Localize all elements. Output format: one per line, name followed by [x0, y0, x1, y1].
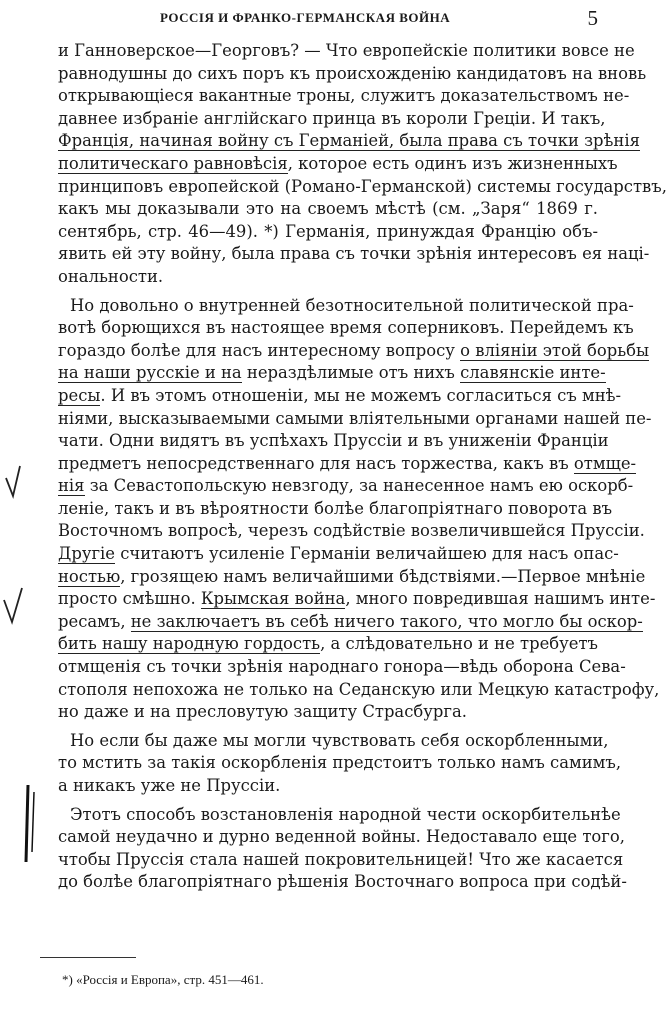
- text-run: , много повредившая нашимъ инте-: [345, 589, 656, 609]
- text-run: Но если бы даже мы могли чувствовать себя оскорбленными,: [70, 730, 609, 750]
- text-line: [58, 752, 622, 775]
- text-line: [58, 453, 637, 476]
- text-run: открывающіеся вакантные троны, служитъ доказательствомъ не-: [58, 86, 630, 106]
- text-run: отмщенія съ точки зрѣнія народнаго гонора—вѣдь оборона Сева-: [58, 657, 626, 677]
- text-run: Этотъ способъ возстановленія народной чести оскорбительнѣе: [70, 804, 621, 824]
- text-run: вотѣ борющихся въ настоящее время соперниковъ. Перейдемъ къ: [58, 318, 634, 338]
- underlined-text: Франція, начиная войну съ Германіей, была права съ точки зрѣнія: [58, 131, 640, 151]
- text-run: считаютъ усиленіе Германіи величайшею для насъ опас-: [115, 544, 619, 564]
- underlined-text: славянскіе инте-: [460, 363, 606, 383]
- text-line: [58, 295, 634, 318]
- underlined-text: о вліяніи этой борьбы: [460, 340, 650, 360]
- text-run: сентябрь, стр. 46—49). *) Германія, принуждая Францію объ-: [58, 221, 598, 241]
- text-run: какъ мы доказывали это на своемъ мѣстѣ (см. „Заря“ 1869 г.: [58, 199, 598, 219]
- text-run: , грозящею намъ величайшими бѣдствіями.—Первое мнѣніе: [120, 566, 646, 586]
- text-run: ресамъ,: [58, 611, 131, 631]
- text-run: Восточномъ вопросѣ, черезъ содѣйствіе возвеличившейся Пруссіи.: [58, 521, 645, 541]
- text-line: [58, 679, 660, 702]
- text-run: но даже и на пресловутую защиту Страсбурга.: [58, 702, 467, 722]
- text-run: . И въ этомъ отношеніи, мы не можемъ согласиться съ мнѣ-: [100, 385, 622, 405]
- text-line: [58, 266, 598, 289]
- text-line: [58, 408, 652, 431]
- body-text: [58, 40, 667, 894]
- paragraph: [58, 730, 622, 798]
- text-line: [58, 730, 609, 753]
- underlined-text: ностью: [58, 566, 121, 586]
- text-run: , которое есть одинъ изъ жизненныхъ: [287, 153, 618, 173]
- text-run: ональности.: [58, 266, 164, 286]
- text-line: [58, 221, 598, 244]
- text-line: [58, 243, 650, 266]
- text-line: [58, 871, 627, 894]
- underlined-text: Крымская война: [200, 589, 346, 609]
- text-run: и Ганноверское—Георговъ? — Что европейскіе политики вовсе не: [58, 41, 635, 60]
- text-line: [58, 130, 640, 153]
- text-line: [58, 804, 621, 827]
- text-run: чати. Одни видятъ въ успѣхахъ Пруссіи и въ униженіи Франціи: [58, 431, 609, 451]
- underlined-text: не заключаетъ въ себѣ ничего такого, что могло бы оскор-: [130, 611, 643, 631]
- text-run: принциповъ европейской (Романо-Германской) системы государствъ,: [58, 176, 667, 196]
- text-line: [58, 198, 598, 221]
- check-mark-1: [6, 466, 20, 496]
- text-run: Но довольно о внутренней безотносительной политической пра-: [70, 295, 634, 315]
- underlined-text: отмще-: [573, 453, 637, 473]
- text-line: [58, 40, 635, 63]
- footnote: *) «Россія и Европа», стр. 451—461.: [62, 972, 264, 987]
- text-run: гораздо болѣе для насъ интересному вопросу: [58, 340, 461, 360]
- text-run: , а слѣдовательно и не требуетъ: [320, 634, 598, 654]
- text-line: [58, 317, 634, 340]
- underlined-text: нія: [58, 476, 85, 496]
- paragraph: [58, 804, 627, 894]
- text-line: [58, 701, 598, 724]
- text-run: леніе, такъ и въ вѣроятности болѣе благопріятнаго поворота въ: [58, 498, 613, 518]
- underlined-text: политическаго равновѣсія: [58, 153, 288, 173]
- text-line: [58, 588, 656, 611]
- text-line: [58, 520, 645, 543]
- text-run: чтобы Пруссія стала нашей покровительницей! Что же касается: [58, 849, 624, 869]
- text-line: [58, 475, 634, 498]
- text-run: самой неудачно и дурно веденной войны. Недоставало еще того,: [58, 827, 625, 847]
- text-line: [58, 566, 646, 589]
- paragraph: [58, 295, 660, 724]
- text-line: [58, 153, 618, 176]
- text-line: [58, 176, 667, 199]
- text-line: [58, 633, 598, 656]
- margin-bar-1: [26, 785, 28, 862]
- text-line: [58, 340, 650, 363]
- text-line: [58, 826, 625, 849]
- text-run: предметъ непосредственнаго для насъ торжества, какъ въ: [58, 453, 574, 473]
- text-line: [58, 543, 619, 566]
- text-run: то мстить за такія оскорбленія предстоитъ только намъ самимъ,: [58, 753, 622, 773]
- text-run: а никакъ уже не Пруссіи.: [58, 776, 281, 795]
- text-line: [58, 385, 622, 408]
- check-mark-2: [4, 588, 22, 622]
- text-line: [58, 656, 626, 679]
- text-line: [58, 63, 647, 86]
- text-run: просто смѣшно.: [58, 589, 201, 609]
- text-line: [58, 85, 630, 108]
- text-run: стополя непохожа не только на Седанскую или Мецкую катастрофу,: [58, 679, 660, 699]
- text-run: нераздѣлимые отъ нихъ: [241, 363, 461, 383]
- text-run: давнее избраніе англійскаго принца въ короли Греціи. И такъ,: [58, 108, 606, 128]
- margin-bar-2: [32, 792, 34, 852]
- underlined-text: на наши русскіе и на: [58, 363, 242, 383]
- paragraph: [58, 40, 667, 289]
- text-run: явить ей эту войну, была права съ точки зрѣнія интересовъ ея наці-: [58, 244, 650, 264]
- text-run: за Севастопольскую невзгоду, за нанесенное намъ ею оскорб-: [84, 476, 634, 496]
- text-line: [58, 430, 609, 453]
- text-line: [58, 611, 643, 634]
- underlined-text: бить нашу народную гордость: [58, 634, 321, 654]
- text-line: [58, 108, 606, 131]
- running-title: РОССІЯ И ФРАНКО-ГЕРМАНСКАЯ ВОЙНА: [160, 10, 451, 25]
- text-line: [58, 498, 613, 521]
- underlined-text: Другіе: [58, 544, 115, 564]
- text-run: равнодушны до сихъ поръ къ происхожденію кандидатовъ на вновь: [58, 63, 647, 83]
- text-run: до болѣе благопріятнаго рѣшенія Восточнаго вопроса при содѣй-: [58, 872, 627, 892]
- text-run: ніями, высказываемыми самыми вліятельными органами нашей пе-: [58, 408, 652, 428]
- text-line: [58, 362, 606, 385]
- underlined-text: ресы: [58, 385, 101, 405]
- text-line: [58, 775, 598, 798]
- footnote-divider: [40, 957, 136, 958]
- text-line: [58, 849, 624, 872]
- page-number: 5: [587, 6, 598, 30]
